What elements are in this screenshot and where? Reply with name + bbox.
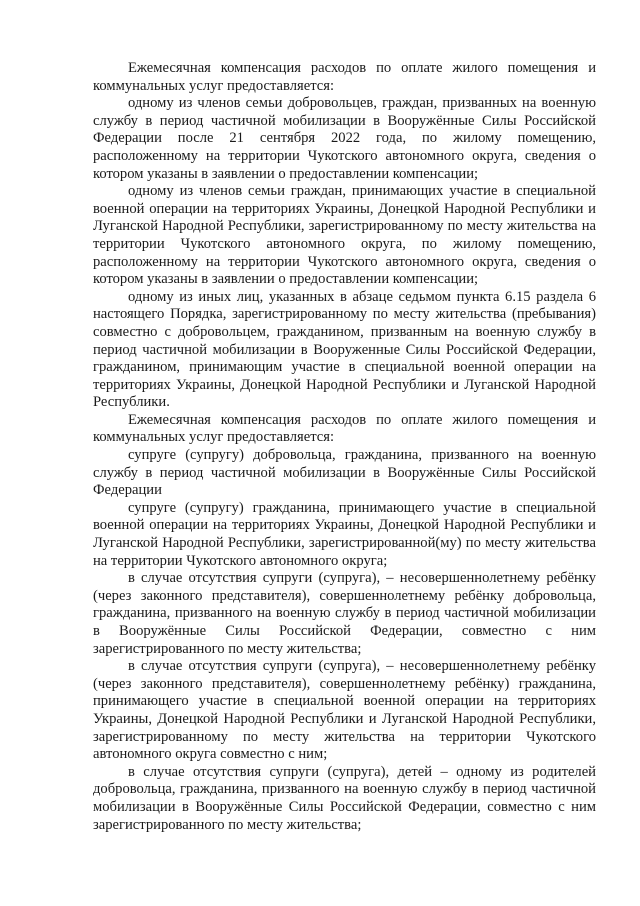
paragraph: одному из членов семьи добровольцев, граждан, призванных на военную службу в период частичной мобилизации в Вооружённые Силы Российской Федерации после 21 сентября 2022 года, по жилому помещению, расположенному на территории Чукотского автономного округа, сведения о котором указаны в заявлении о предоставлении компенсации; bbox=[93, 95, 596, 182]
paragraph: одному из иных лиц, указанных в абзаце седьмом пункта 6.15 раздела 6 настоящего Порядка, зарегистрированному по месту жительства (пребывания) совместно с добровольцем, гражданином, призванным на военную службу в период частичной мобилизации в Вооруженные Силы Российской Федерации, гражданином, принимающим участие в специальной военной операции на территориях Украины, Донецкой Народной Республики и Луганской Народной Республики. bbox=[93, 288, 596, 411]
paragraph: Ежемесячная компенсация расходов по оплате жилого помещения и коммунальных услуг предоставляется: bbox=[93, 411, 596, 446]
paragraph: в случае отсутствия супруги (супруга), – несовершеннолетнему ребёнку (через законного представителя), совершеннолетнему ребёнку добровольца, гражданина, призванного на военную службу в период частичной мобилизации в Вооружённые Силы Российской Федерации, совместно с ним зарегистрированного по месту жительства; bbox=[93, 570, 596, 657]
paragraph: супруге (супругу) добровольца, гражданина, призванного на военную службу в период частичной мобилизации в Вооружённые Силы Российской Федерации bbox=[93, 447, 596, 499]
paragraph: одному из членов семьи граждан, принимающих участие в специальной военной операции на территориях Украины, Донецкой Народной Республики и Луганской Народной Республики, зарегистрированному по месту жительства на территории Чукотского автономного округа, по жилому помещению, расположенному на территории Чукотского автономного округа, сведения о котором указаны в заявлении о предоставлении компенсации; bbox=[93, 183, 596, 288]
paragraph: супруге (супругу) гражданина, принимающего участие в специальной военной операции на территориях Украины, Донецкой Народной Республики и Луганской Народной Республики, зарегистрированной(му) по месту жительства на территории Чукотского автономного округа; bbox=[93, 499, 596, 569]
document-body bbox=[93, 60, 596, 834]
paragraph: в случае отсутствия супруги (супруга), – несовершеннолетнему ребёнку (через законного представителя), совершеннолетнему ребёнку) гражданина, принимающего участие в специальной военной операции на территориях Украины, Донецкой Народной Республики и Луганской Народной Республики, зарегистрированному по месту жительства на территории Чукотского автономного округа совместно с ним; bbox=[93, 658, 596, 763]
paragraph: в случае отсутствия супруги (супруга), детей – одному из родителей добровольца, гражданина, призванного на военную службу в период частичной мобилизации в Вооружённые Силы Российской Федерации, совместно с ним зарегистрированного по месту жительства; bbox=[93, 763, 596, 833]
paragraph: Ежемесячная компенсация расходов по оплате жилого помещения и коммунальных услуг предоставляется: bbox=[93, 60, 596, 94]
